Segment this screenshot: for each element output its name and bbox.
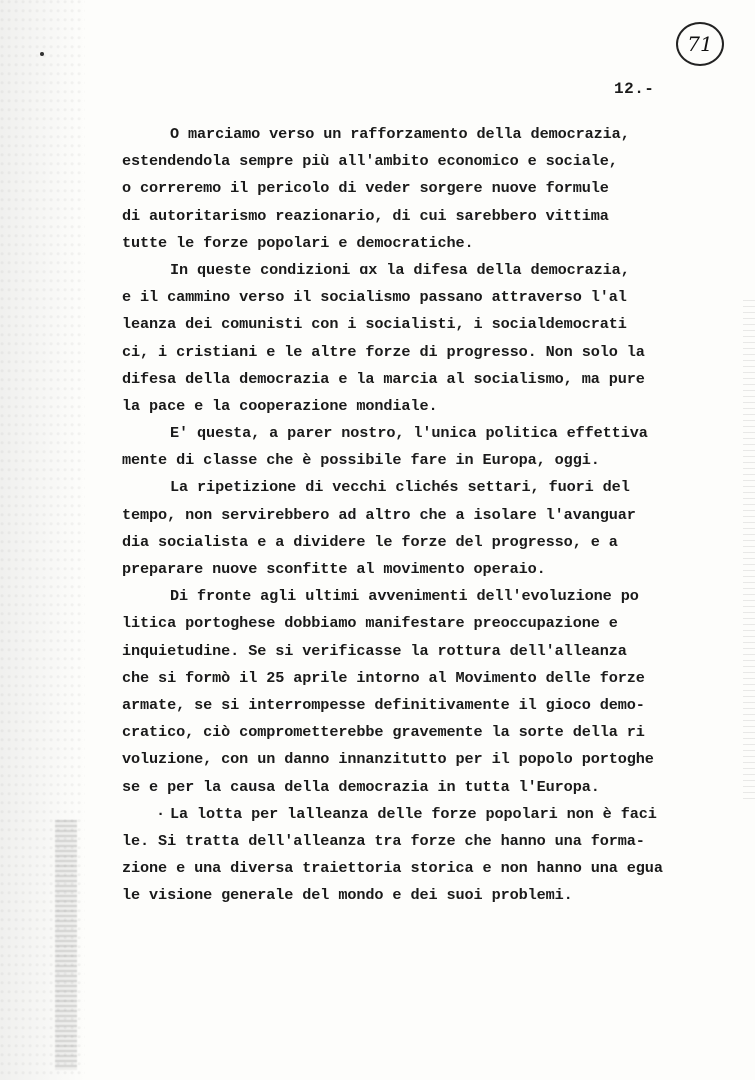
text-line: o correremo il pericolo di veder sorgere nuove formule	[122, 179, 609, 198]
text-line: ci, i cristiani e le altre forze di progresso. Non solo la	[122, 342, 645, 361]
text-line-with-margin-mark: · La lotta per lalleanza delle forze popolari non è faci	[156, 804, 657, 823]
text-line: se e per la causa della democrazia in tutta l'Europa.	[122, 777, 600, 796]
typed-body-text	[122, 121, 682, 909]
text-line: le visione generale del mondo e dei suoi problemi.	[122, 886, 573, 905]
text-line: e il cammino verso il socialismo passano attraverso l'al	[122, 288, 627, 307]
text-line: la pace e la cooperazione mondiale.	[122, 396, 438, 415]
text-line: voluzione, con un danno innanzitutto per il popolo portoghe	[122, 750, 654, 769]
text-line: Di fronte agli ultimi avvenimenti dell'evoluzione po	[170, 587, 639, 606]
text-line: leanza dei comunisti con i socialisti, i socialdemocrati	[122, 315, 627, 334]
text-line: estendendola sempre più all'ambito economico e sociale,	[122, 152, 618, 171]
text-line: E' questa, a parer nostro, l'unica politica effettiva	[170, 424, 648, 443]
text-line: cratico, ciò comprometterebbe gravemente la sorte della ri	[122, 723, 645, 742]
text-line: litica portoghese dobbiamo manifestare preoccupazione e	[122, 614, 618, 633]
scan-dot-mark	[40, 52, 44, 56]
text-line: O marciamo verso un rafforzamento della democrazia,	[170, 125, 630, 143]
text-line: inquietudine. Se si verificasse la rottura dell'alleanza	[122, 641, 627, 660]
scan-edge-dark-streak	[55, 820, 77, 1070]
text-line: mente di classe che è possibile fare in Europa, oggi.	[122, 451, 600, 470]
page-number: 12.-	[614, 80, 655, 98]
scan-right-speckle	[743, 300, 755, 800]
text-line: che si formò il 25 aprile intorno al Movimento delle forze	[122, 668, 645, 687]
text-line: difesa della democrazia e la marcia al socialismo, ma pure	[122, 369, 645, 388]
text-line: In queste condizioni ɑx la difesa della democrazia,	[170, 260, 630, 279]
text-line: armate, se si interrompesse definitivamente il gioco demo-	[122, 695, 645, 714]
text-line: preparare nuove sconfitte al movimento operaio.	[122, 560, 546, 578]
handwritten-folio-number: 71	[676, 22, 724, 66]
text-line: le. Si tratta dell'alleanza tra forze che hanno una forma-	[122, 831, 645, 850]
text-line: dia socialista e a dividere le forze del progresso, e a	[122, 532, 618, 551]
text-line: zione e una diversa traiettoria storica e non hanno una egua	[122, 859, 663, 878]
text-line: tempo, non servirebbero ad altro che a isolare l'avanguar	[122, 505, 636, 524]
text-line: La ripetizione di vecchi clichés settari, fuori del	[170, 478, 630, 497]
text-line: La lotta per lalleanza delle forze popolari non è faci	[170, 804, 657, 823]
text-line: tutte le forze popolari e democratiche.	[122, 233, 474, 252]
text-line: di autoritarismo reazionario, di cui sarebbero vittima	[122, 206, 609, 225]
